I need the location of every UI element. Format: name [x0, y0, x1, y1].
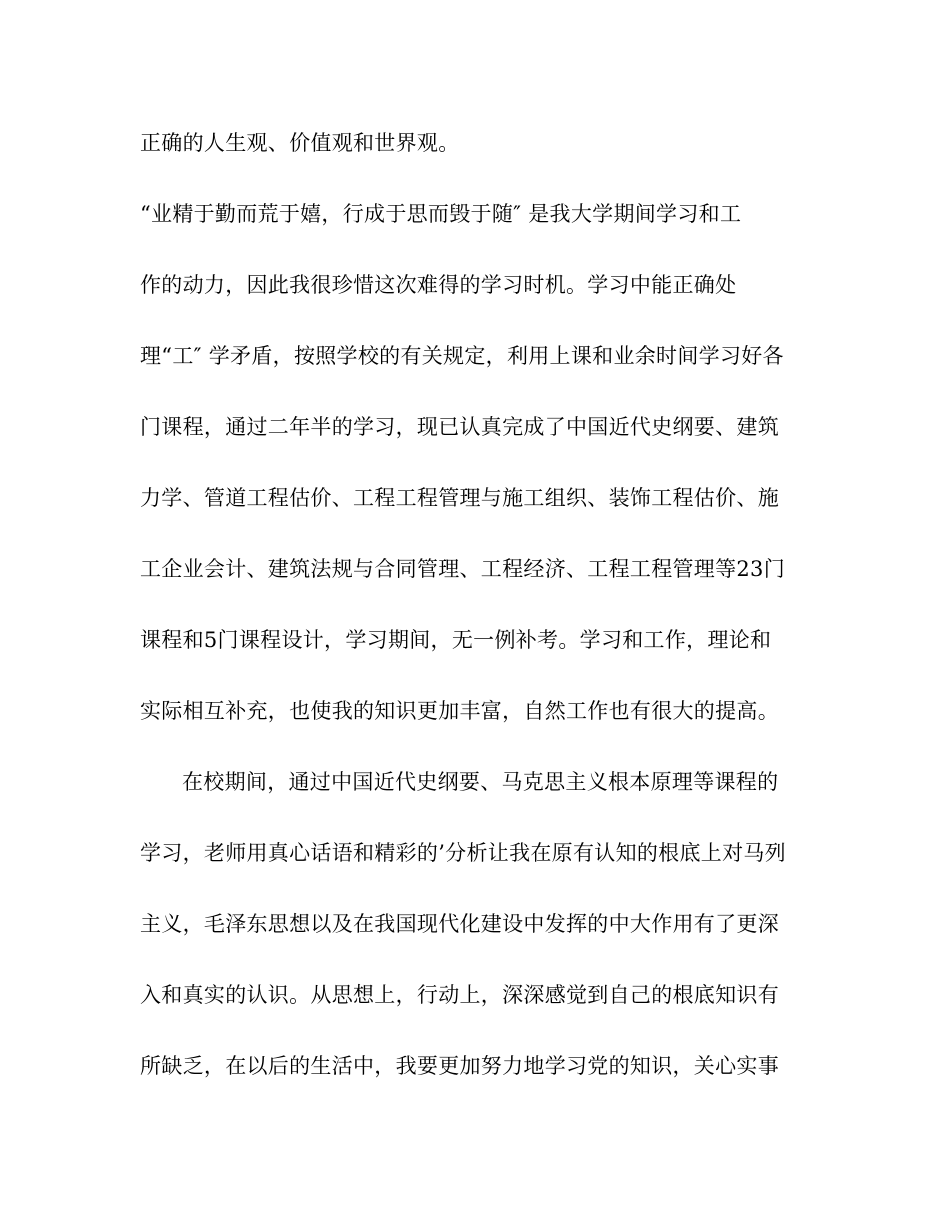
text-line-7: 工企业会计、建筑法规与合同管理、工程经济、工程工程管理等23门: [140, 557, 786, 581]
text-line-8: 课程和5门课程设计，学习期间，无一例补考。学习和工作，理论和: [140, 628, 772, 652]
text-line-10: 在校期间，通过中国近代史纲要、马克思主义根本原理等课程的: [182, 770, 779, 794]
text-line-4: 理“工″ 学矛盾，按照学校的有关规定，利用上课和业余时间学习好各: [140, 344, 784, 368]
text-line-3: 作的动力，因此我很珍惜这次难得的学习时机。学习中能正确处: [140, 273, 737, 297]
text-line-14: 所缺乏，在以后的生活中，我要更加努力地学习党的知识，关心实事: [140, 1054, 779, 1078]
text-line-9: 实际相互补充，也使我的知识更加丰富，自然工作也有很大的提高。: [140, 699, 779, 723]
text-line-6: 力学、管道工程估价、工程工程管理与施工组织、装饰工程估价、施: [140, 486, 779, 510]
text-line-12: 主义，毛泽东思想以及在我国现代化建设中发挥的中大作用有了更深: [140, 912, 779, 936]
text-line-13: 入和真实的认识。从思想上，行动上，深深感觉到自己的根底知识有: [140, 983, 779, 1007]
text-line-5: 门课程，通过二年半的学习，现已认真完成了中国近代史纲要、建筑: [140, 415, 779, 439]
text-line-11: 学习，老师用真心话语和精彩的’分析让我在原有认知的根底上对马列: [140, 841, 786, 865]
text-line-1: 正确的人生观、价值观和世界观。: [140, 131, 460, 155]
text-line-2: “业精于勤而荒于嬉，行成于思而毁于随″ 是我大学期间学习和工: [140, 202, 742, 226]
